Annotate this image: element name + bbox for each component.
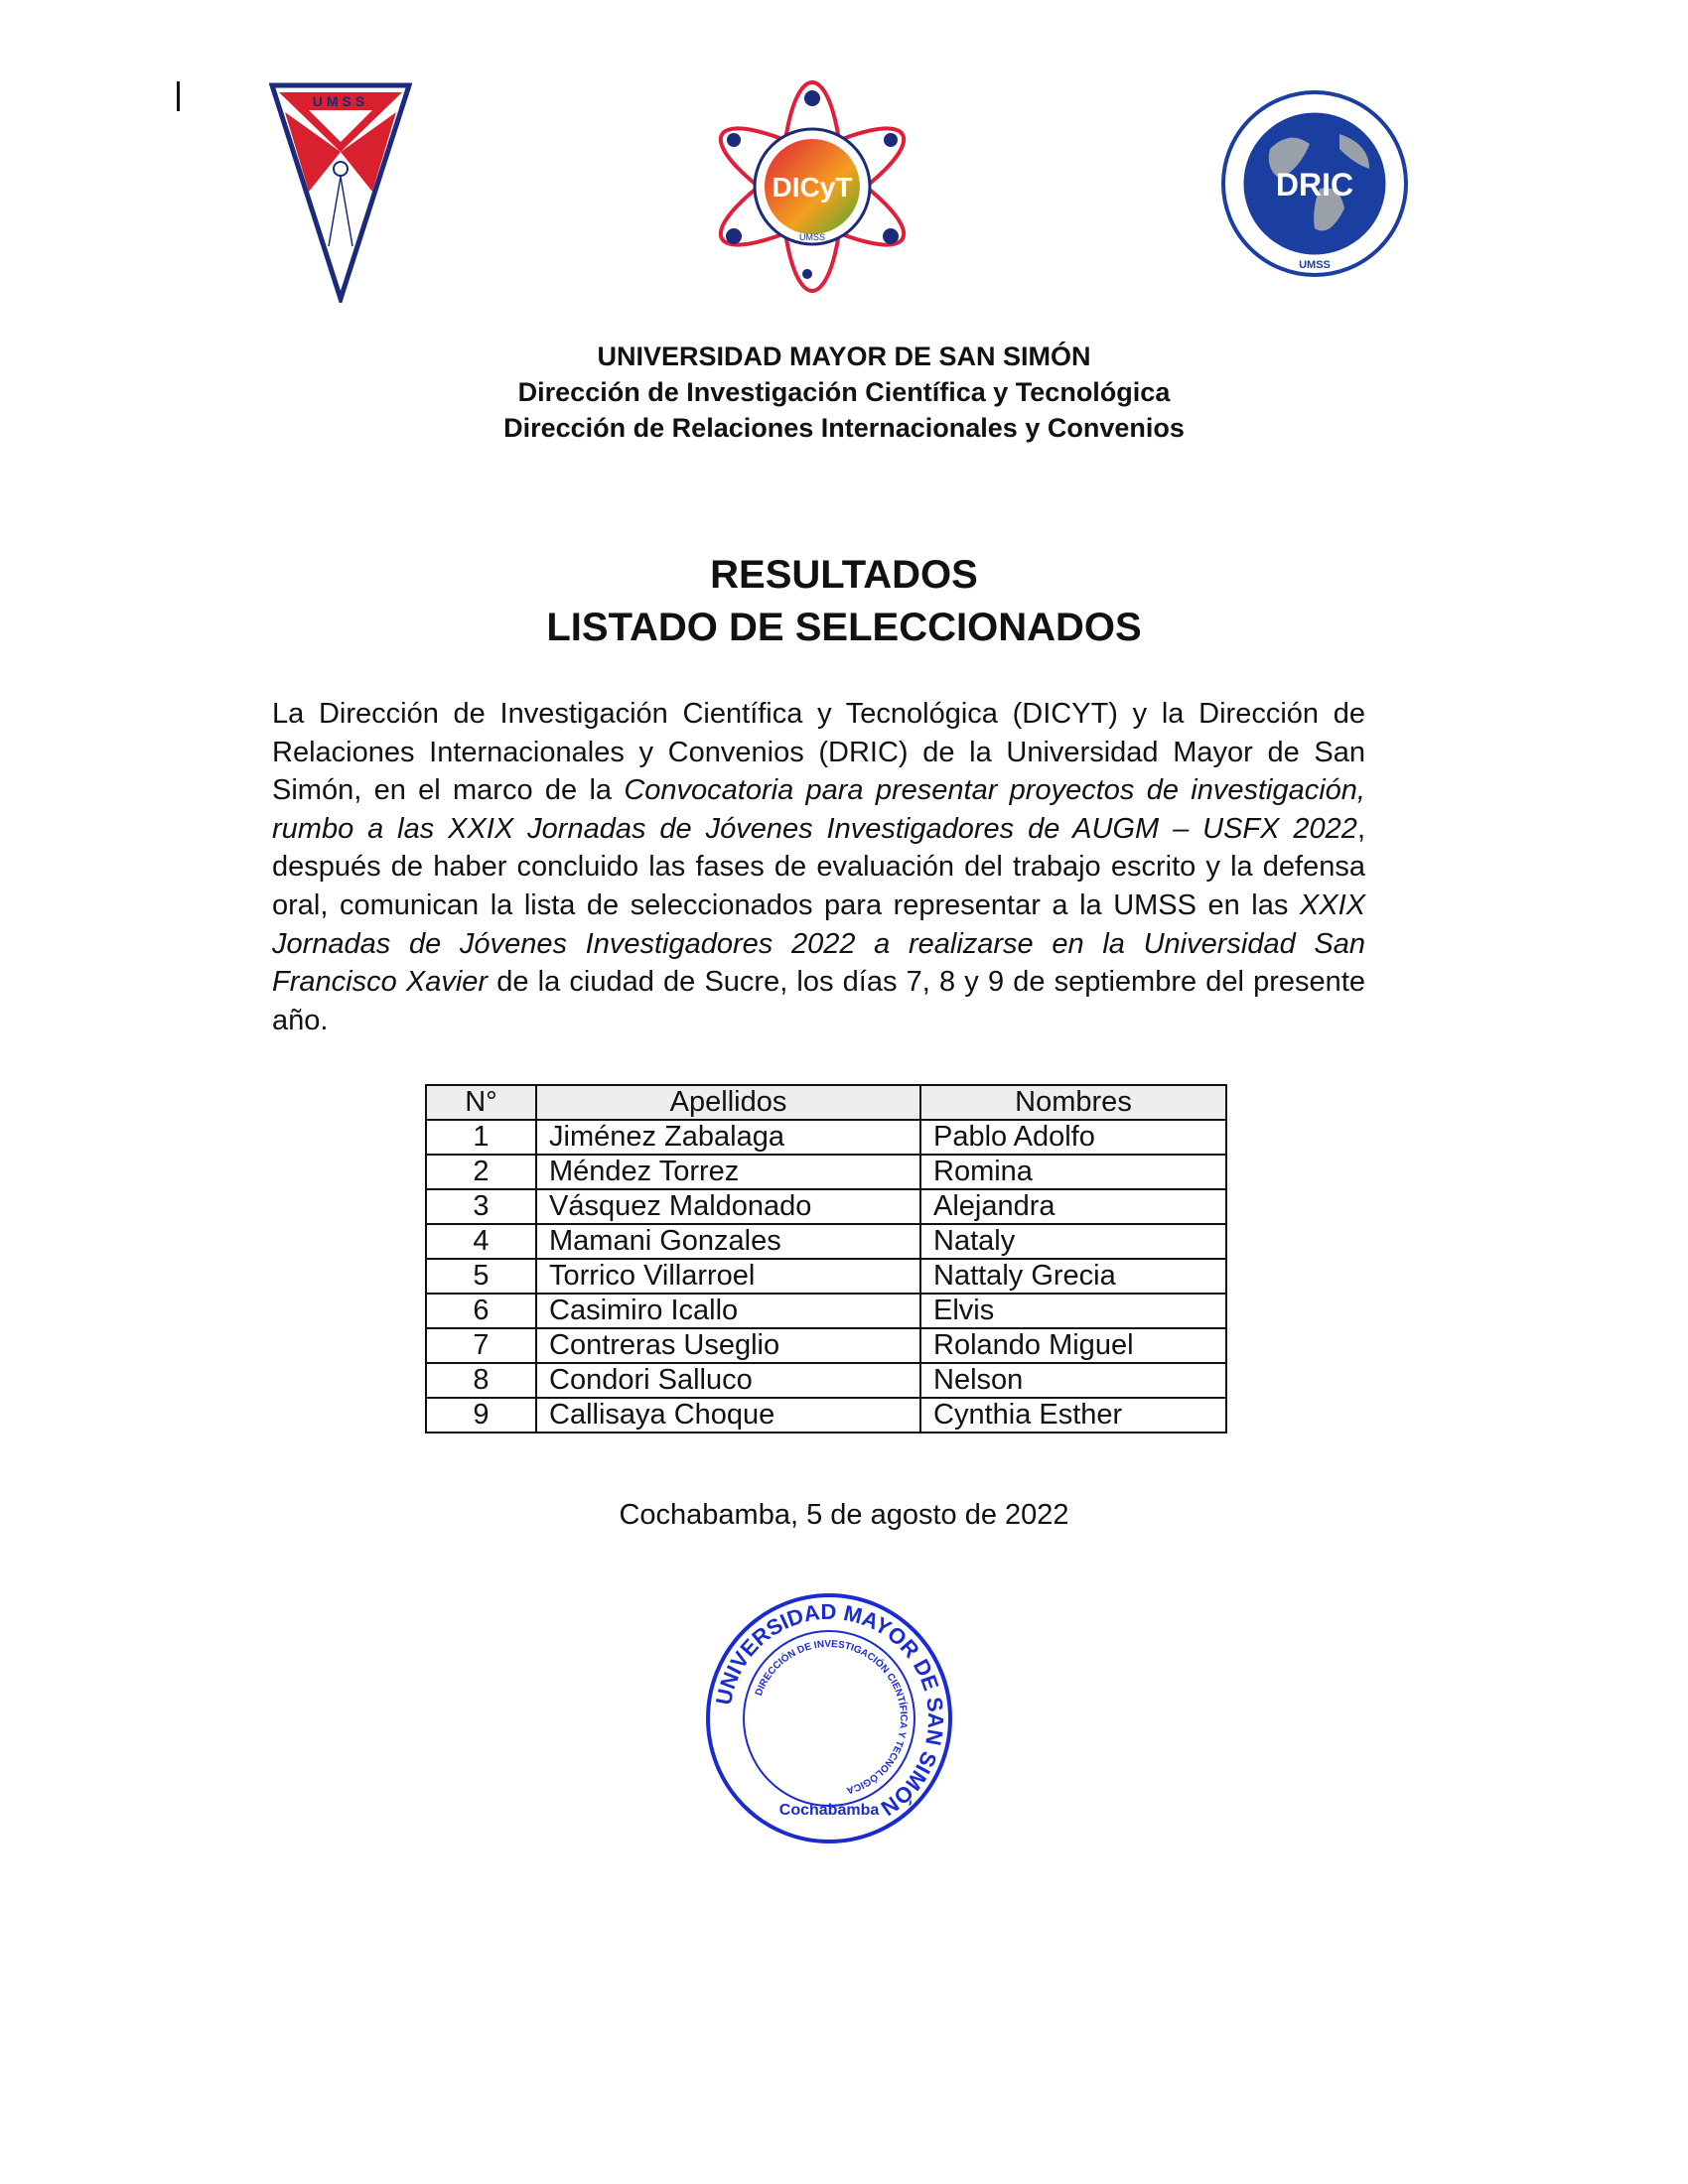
department-dric: Dirección de Relaciones Internacionales y Convenios — [503, 413, 1185, 443]
row-number: 4 — [426, 1224, 536, 1259]
dicyt-logo-text: DICyT — [772, 172, 853, 203]
row-nombres: Rolando Miguel — [920, 1328, 1226, 1363]
title-line-2: LISTADO DE SELECCIONADOS — [546, 606, 1142, 649]
department-dicyt: Dirección de Investigación Científica y Tecnológica — [517, 377, 1171, 407]
dric-logo — [1220, 89, 1409, 278]
row-number: 1 — [426, 1120, 536, 1155]
table-row — [426, 1224, 1226, 1259]
header-apellidos: Apellidos — [536, 1085, 920, 1120]
umss-logo — [269, 82, 412, 303]
document-title — [0, 549, 1688, 654]
row-number: 7 — [426, 1328, 536, 1363]
table-header-row — [426, 1085, 1226, 1120]
body-paragraph — [272, 695, 1365, 1039]
row-apellidos: Casimiro Icallo — [536, 1294, 920, 1328]
row-apellidos: Méndez Torrez — [536, 1155, 920, 1189]
official-stamp — [703, 1592, 955, 1844]
university-name: UNIVERSIDAD MAYOR DE SAN SIMÓN — [597, 341, 1091, 371]
row-nombres: Nelson — [920, 1363, 1226, 1398]
row-number: 9 — [426, 1398, 536, 1433]
row-apellidos: Vásquez Maldonado — [536, 1189, 920, 1224]
row-number: 5 — [426, 1259, 536, 1294]
row-nombres: Cynthia Esther — [920, 1398, 1226, 1433]
header-number: N° — [426, 1085, 536, 1120]
row-nombres: Nattaly Grecia — [920, 1259, 1226, 1294]
table-row — [426, 1398, 1226, 1433]
row-number: 2 — [426, 1155, 536, 1189]
title-line-1: RESULTADOS — [710, 553, 978, 597]
svg-text:UMSS: UMSS — [1299, 259, 1331, 271]
selected-list-table — [425, 1084, 1227, 1433]
row-nombres: Elvis — [920, 1294, 1226, 1328]
row-nombres: Nataly — [920, 1224, 1226, 1259]
date-line: Cochabamba, 5 de agosto de 2022 — [619, 1499, 1069, 1531]
row-number: 8 — [426, 1363, 536, 1398]
dric-logo-text: DRIC — [1275, 167, 1354, 203]
row-apellidos: Mamani Gonzales — [536, 1224, 920, 1259]
svg-text:DIRECCIÓN DE INVESTIGACIÓN CIE: DIRECCIÓN DE INVESTIGACIÓN CIENTÍFICA Y TECNOLÓGICA — [753, 1638, 910, 1796]
svg-text:UNIVERSIDAD MAYOR DE SAN SIMÓN: UNIVERSIDAD MAYOR DE SAN SIMÓN — [710, 1598, 949, 1822]
row-number: 6 — [426, 1294, 536, 1328]
paragraph-text: , después de haber concluido las fases de evaluación del trabajo escrito y la defensa oral, comunican la lista de seleccionados para representar a la UMSS en las — [272, 812, 1365, 921]
header-nombres: Nombres — [920, 1085, 1226, 1120]
paragraph-text: La Dirección de Investigación Científica y Tecnológica (DICYT) y la Dirección de Relaciones Internacionales y Convenios (DRIC) de la Universidad Mayor de San Simón, en el marco de la — [272, 698, 1365, 807]
table-row — [426, 1328, 1226, 1363]
table-row — [426, 1363, 1226, 1398]
svg-text:Cochabamba: Cochabamba — [778, 1802, 880, 1819]
table-row — [426, 1294, 1226, 1328]
paragraph-italic: XXIX Jornadas de Jóvenes Investigadores 2022 a realizarse en la Universidad San Francisco Xavier — [272, 888, 1365, 999]
row-nombres: Pablo Adolfo — [920, 1120, 1226, 1155]
table-row — [426, 1155, 1226, 1189]
table-row — [426, 1189, 1226, 1224]
row-number: 3 — [426, 1189, 536, 1224]
svg-text:UMSS: UMSS — [798, 232, 826, 242]
umss-logo-text: UMSS — [312, 93, 369, 109]
row-nombres: Alejandra — [920, 1189, 1226, 1224]
row-apellidos: Contreras Useglio — [536, 1328, 920, 1363]
row-apellidos: Condori Salluco — [536, 1363, 920, 1398]
row-nombres: Romina — [920, 1155, 1226, 1189]
table-row — [426, 1120, 1226, 1155]
row-apellidos: Torrico Villarroel — [536, 1259, 920, 1294]
dicyt-logo — [710, 75, 914, 298]
paragraph-text: de la ciudad de Sucre, los días 7, 8 y 9 de septiembre del presente año. — [272, 966, 1365, 1036]
row-apellidos: Callisaya Choque — [536, 1398, 920, 1433]
table-row — [426, 1259, 1226, 1294]
scan-mark — [177, 81, 180, 111]
paragraph-italic: Convocatoria para presentar proyectos de investigación, rumbo a las XXIX Jornadas de Jóvenes Investigadores de AUGM – USFX 2022 — [272, 774, 1365, 845]
row-apellidos: Jiménez Zabalaga — [536, 1120, 920, 1155]
